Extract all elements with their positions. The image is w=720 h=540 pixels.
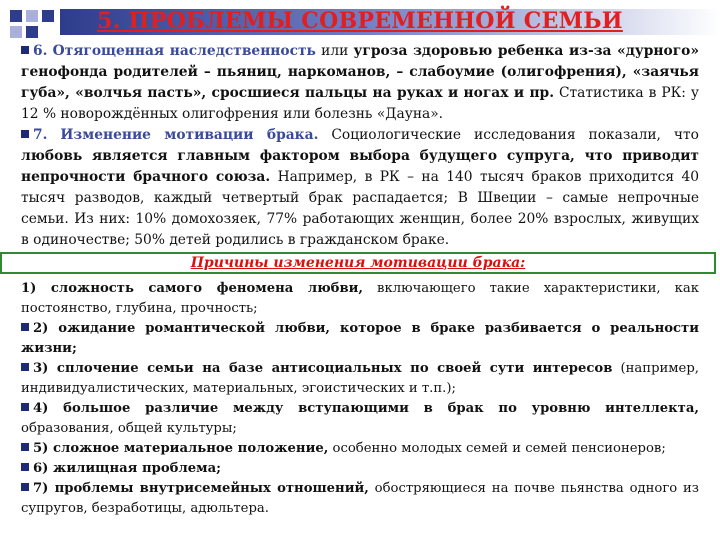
section-7-text: Например, в РК – на 140 тысяч браков приходится 40 тысяч разводов, каждый четвертый брак распадается; В Швеции – самые непрочные семьи. Из них: 10% домохозяек, 77% работающих женщин, более 20% взрослых, живущих в одиночестве; 50% детей родились в гражданском браке. (21, 169, 699, 248)
cause-text: обостряющиеся на почве пьянства одного из супругов, безработицы, адюльтера. (21, 481, 699, 516)
square-bullet-icon (21, 403, 29, 411)
section-6-or: или (321, 43, 349, 59)
section-6 (21, 41, 699, 125)
cause-bold: 6) жилищная проблема; (33, 461, 222, 476)
cause-item (21, 279, 699, 319)
cause-item (21, 399, 699, 439)
square-bullet-icon (21, 323, 29, 331)
square-bullet-icon (21, 363, 29, 371)
section-6-bold-text: угроза здоровью ребенка из-за «дурного» генофонда родителей – пьяниц, наркоманов, – слабоумие (олигофрения), «заячья губа», «волчья пасть», сросшиеся пальцы на руках и ногах и пр. (21, 43, 699, 101)
square-bullet-icon (21, 463, 29, 471)
cause-bold: 2) ожидание романтической любви, которое в браке разбивается о реальности жизни; (21, 321, 699, 356)
section-7-bold-text: любовь является главным фактором выбора будущего супруга, что приводит непрочности брачного союза. (21, 148, 699, 185)
cause-item (21, 459, 699, 479)
page-title: 5. ПРОБЛЕМЫ СОВРЕМЕННОЙ СЕМЬИ (97, 8, 623, 34)
section-7-intro: Социологические исследования показали, что (331, 127, 699, 143)
cause-bold: 5) сложное материальное положение, (33, 441, 329, 456)
cause-text: образования, общей культуры; (21, 421, 237, 436)
cause-bold: 7) проблемы внутрисемейных отношений, (33, 481, 369, 496)
cause-text: особенно молодых семей и семей пенсионеров; (328, 441, 666, 456)
cause-bold: 3) сплочение семьи на базе антисоциальных по своей сути интересов (33, 361, 613, 376)
cause-bold: 4) большое различие между вступающими в брак по уровню интеллекта, (33, 401, 699, 416)
cause-item (21, 479, 699, 519)
cause-item (21, 359, 699, 399)
cause-item (21, 319, 699, 359)
causes-list (21, 279, 699, 519)
cause-text: (например, индивидуалистических, материальных, эгоистических и т.п.); (21, 361, 699, 396)
section-6-heading: Отягощенная наследственность (52, 43, 316, 59)
causes-banner: Причины изменения мотивации брака: (0, 252, 716, 274)
cause-text: включающего такие характеристики, как постоянство, глубина, прочность; (21, 281, 699, 316)
square-bullet-icon (21, 483, 29, 491)
section-6-statistics: Статистика в РК: у 12 % новорождённых олигофрения или болезнь «Дауна». (21, 85, 700, 122)
section-7-heading: Изменение мотивации брака. (60, 127, 319, 143)
section-6-number: 6. (33, 43, 48, 59)
cause-bold: 1) сложность самого феномена любви, (21, 281, 363, 296)
square-bullet-icon (21, 443, 29, 451)
section-7-number: 7. (33, 127, 48, 143)
square-bullet-icon (21, 46, 29, 54)
square-bullet-icon (21, 130, 29, 138)
section-7 (21, 125, 699, 251)
cause-item (21, 439, 699, 459)
upper-content (21, 41, 699, 251)
